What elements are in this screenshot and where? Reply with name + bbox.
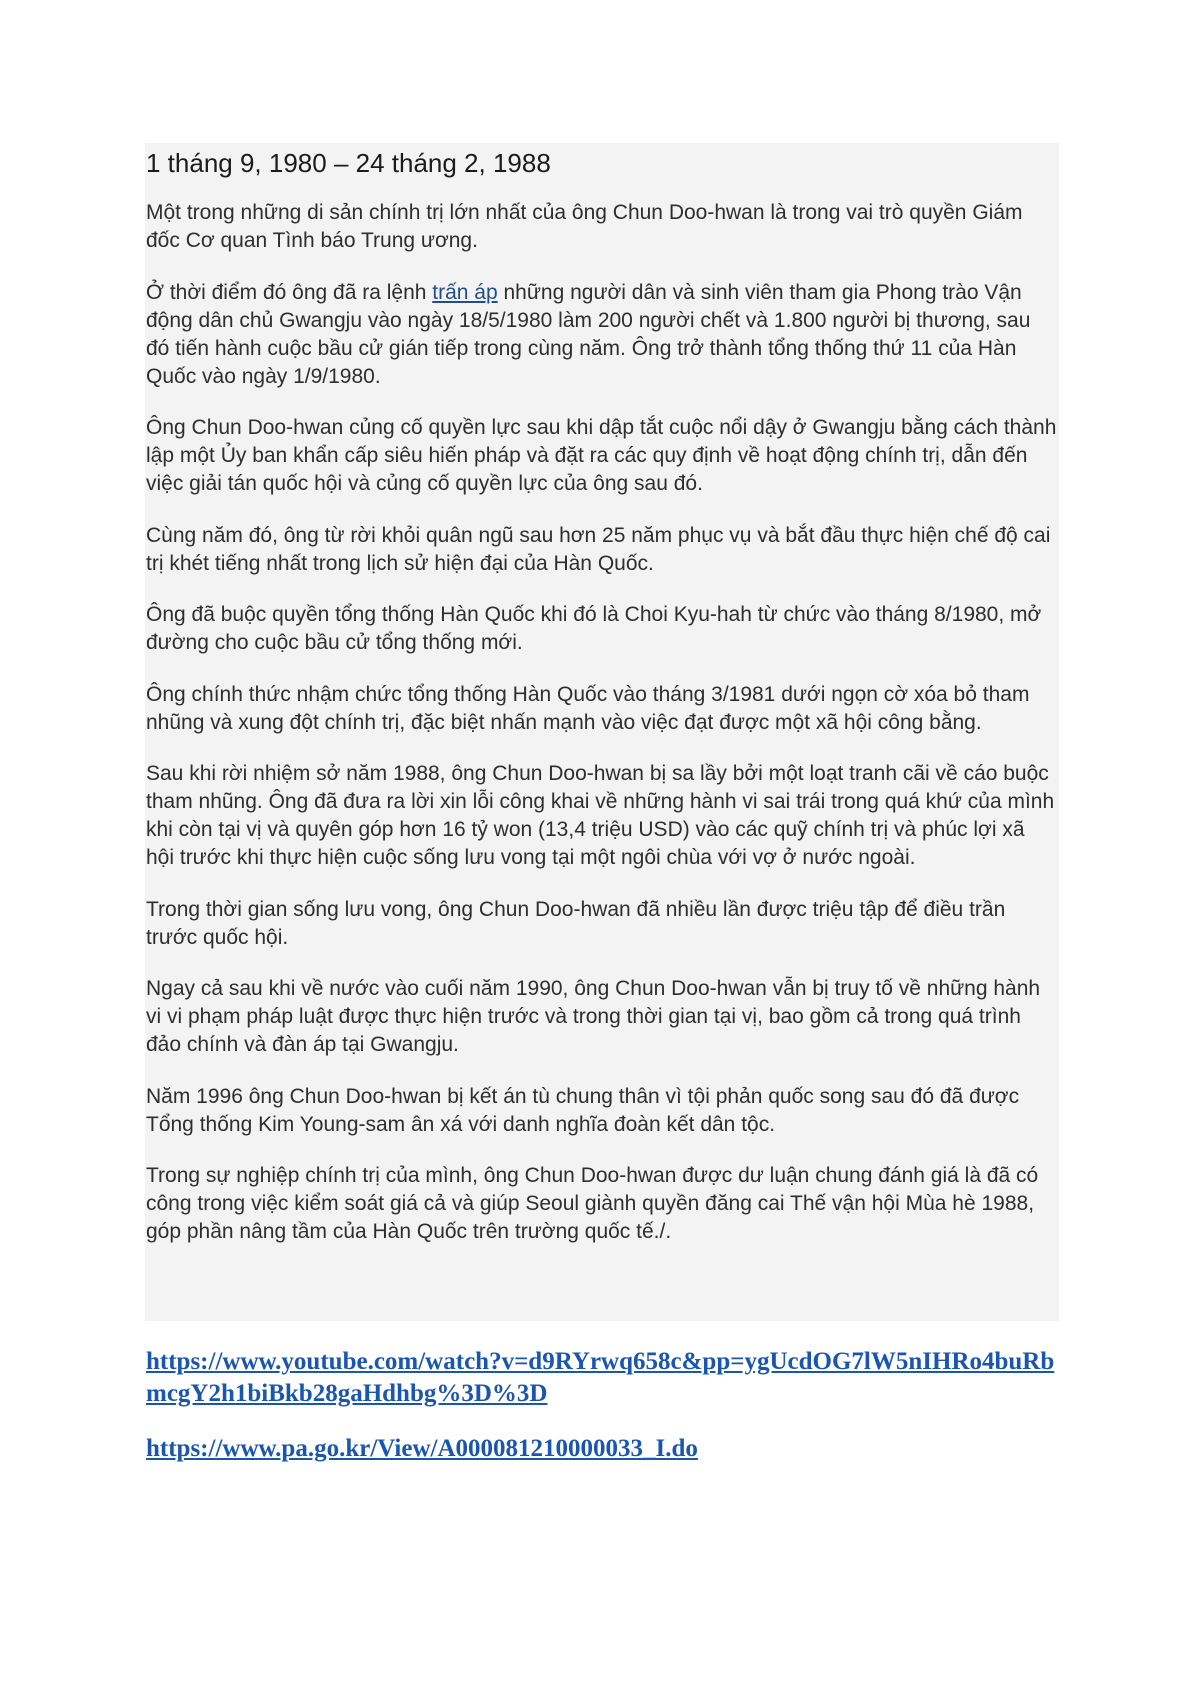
paragraph-3: Ông Chun Doo-hwan củng cố quyền lực sau khi dập tắt cuộc nổi dậy ở Gwangju bằng cách thành lập một Ủy ban khẩn cấp siêu hiến pháp và đặt ra các quy định về hoạt động chính trị, dẫn đến việc giải tán quốc hội và củng cố quyền lực của ông sau đó. bbox=[146, 416, 1057, 495]
reference-link-youtube[interactable]: https://www.youtube.com/watch?v=d9RYrwq658c&pp=ygUcdOG7lW5nIHRo4buRbmcgY2h1biBkb28gaHdhbg%3D%3D bbox=[146, 1348, 1055, 1407]
paragraph-2 bbox=[146, 279, 1058, 391]
paragraph-5: Ông đã buộc quyền tổng thống Hàn Quốc khi đó là Choi Kyu-hah từ chức vào tháng 8/1980, mở đường cho cuộc bầu cử tổng thống mới. bbox=[146, 603, 1042, 654]
reference-links bbox=[146, 1346, 1066, 1488]
paragraph-9: Ngay cả sau khi về nước vào cuối năm 1990, ông Chun Doo-hwan vẫn bị truy tố về những hành vi vi phạm pháp luật được thực hiện trước và trong thời gian tại vị, bao gồm cả trong quá trình đảo chính và đàn áp tại Gwangju. bbox=[146, 977, 1041, 1056]
paragraph-11: Trong sự nghiệp chính trị của mình, ông Chun Doo-hwan được dư luận chung đánh giá là đã có công trong việc kiểm soát giá cả và giúp Seoul giành quyền đăng cai Thế vận hội Mùa hè 1988, góp phần nâng tầm của Hàn Quốc trên trường quốc tế./. bbox=[146, 1164, 1039, 1243]
paragraph-1: Một trong những di sản chính trị lớn nhất của ông Chun Doo-hwan là trong vai trò quyền Giám đốc Cơ quan Tình báo Trung ương. bbox=[146, 201, 1023, 252]
article-body bbox=[146, 143, 1058, 1270]
article-paragraphs bbox=[146, 199, 1058, 1246]
reference-link-pa-go-kr[interactable]: https://www.pa.go.kr/View/A000081210000033_I.do bbox=[146, 1435, 698, 1462]
paragraph-6: Ông chính thức nhậm chức tổng thống Hàn Quốc vào tháng 3/1981 dưới ngọn cờ xóa bỏ tham nhũng và xung đột chính trị, đặc biệt nhấn mạnh vào việc đạt được một xã hội công bằng. bbox=[146, 682, 1030, 734]
article-heading: 1 tháng 9, 1980 – 24 tháng 2, 1988 bbox=[146, 148, 551, 178]
paragraph-10: Năm 1996 ông Chun Doo-hwan bị kết án tù chung thân vì tội phản quốc song sau đó đã được Tổng thống Kim Young-sam ân xá với danh nghĩa đoàn kết dân tộc. bbox=[146, 1084, 1020, 1136]
paragraph-7: Sau khi rời nhiệm sở năm 1988, ông Chun Doo-hwan bị sa lầy bởi một loạt tranh cãi về cáo buộc tham nhũng. Ông đã đưa ra lời xin lỗi công khai về những hành vi sai trái trong quá khứ của mình khi còn tại vị và quyên góp hơn 16 tỷ won (13,4 triệu USD) vào các quỹ chính trị và phúc lợi xã hội trước khi thực hiện cuộc sống lưu vong tại một ngôi chùa với vợ ở nước ngoài. bbox=[146, 762, 1055, 869]
paragraph-4: Cùng năm đó, ông từ rời khỏi quân ngũ sau hơn 25 năm phục vụ và bắt đầu thực hiện chế độ cai trị khét tiếng nhất trong lịch sử hiện đại của Hàn Quốc. bbox=[146, 523, 1051, 575]
inline-link-tran-ap[interactable]: trấn áp bbox=[432, 280, 498, 304]
paragraph-2-text-before: Ở thời điểm đó ông đã ra lệnh bbox=[146, 280, 433, 304]
paragraph-2-text-after: những người dân và sinh viên tham gia Phong trào Vận động dân chủ Gwangju vào ngày 18/5/1980 làm 200 người chết và 1.800 người bị thương, sau đó tiến hành cuộc bầu cử gián tiếp trong cùng năm. Ông trở thành tổng thống thứ 11 của Hàn Quốc vào ngày 1/9/1980. bbox=[146, 280, 1031, 388]
paragraph-8: Trong thời gian sống lưu vong, ông Chun Doo-hwan đã nhiều lần được triệu tập để điều trần trước quốc hội. bbox=[146, 897, 1006, 949]
